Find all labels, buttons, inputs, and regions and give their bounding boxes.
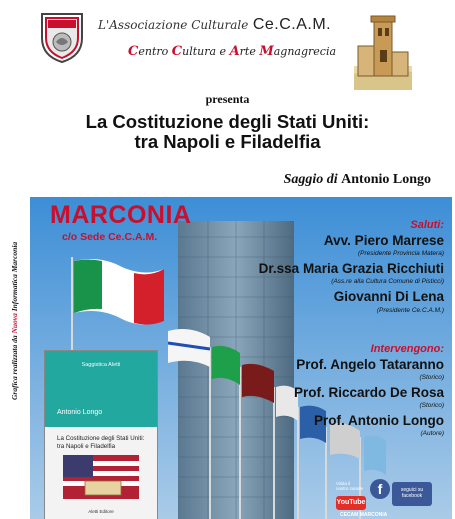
- subtitle-cap: C: [171, 44, 183, 59]
- speaker-name: Avv. Piero Marrese: [323, 233, 444, 248]
- speaker-role: (Presidente Ce.C.A.M.): [376, 307, 444, 314]
- speaker-name: Prof. Riccardo De Rosa: [293, 385, 444, 400]
- speaker-name: Prof. Angelo Tataranno: [296, 357, 444, 372]
- event-title-line-1: La Costituzione degli Stati Uniti:: [85, 111, 370, 132]
- essay-author: Antonio Longo: [341, 172, 431, 187]
- book-title-line-2: tra Napoli e Filadelfia: [57, 442, 116, 450]
- speaker-role: (Storico): [419, 374, 444, 381]
- association-name: [98, 16, 360, 34]
- credit-highlight: Nuova: [10, 313, 19, 334]
- graphics-credit-text: [10, 242, 19, 400]
- book-author: Antonio Longo: [57, 409, 103, 416]
- youtube-logo: YouTube: [336, 496, 366, 510]
- association-subtitle: [128, 44, 336, 59]
- book-title-line-1: La Costituzione degli Stati Uniti:: [57, 435, 145, 442]
- book-title: [57, 435, 153, 450]
- speaker-name: Prof. Antonio Longo: [314, 413, 444, 428]
- essay-author-line: [284, 172, 431, 188]
- youtube-invite: [336, 481, 363, 491]
- event-title: [0, 112, 455, 152]
- credit-before: Grafica realizzata da: [10, 333, 19, 400]
- event-venue: c/o Sede Ce.C.A.M.: [62, 231, 158, 243]
- speaker-role: (Storico): [419, 402, 444, 409]
- essay-prefix: Saggio di: [283, 172, 338, 187]
- speaker-name: Dr.ssa Maria Grazia Ricchiuti: [258, 261, 444, 276]
- book-series: Saggistica Aletti: [81, 362, 121, 368]
- subtitle-cap: A: [229, 44, 240, 59]
- greetings-heading: Saluti:: [410, 219, 444, 231]
- facebook-follow-line-1: seguici su: [400, 487, 424, 493]
- association-acronym: Ce.C.A.M.: [252, 16, 332, 33]
- event-poster: [30, 197, 452, 519]
- facebook-follow-line-2: facebook: [401, 493, 423, 499]
- event-title-line-2: tra Napoli e Filadelfia: [134, 131, 321, 152]
- cecam-seal-logo: [38, 8, 86, 64]
- book-flag-image: [63, 455, 139, 499]
- book-cover: [44, 350, 158, 519]
- subtitle-word: ultura e: [182, 45, 230, 58]
- facebook-follow: [392, 482, 432, 506]
- event-city: MARCONIA: [50, 201, 192, 229]
- subtitle-word: entro: [138, 45, 172, 58]
- book-publisher: Aletti Editore: [88, 509, 114, 514]
- facebook-icon: f: [370, 479, 390, 499]
- youtube-invite-line-2: nostro canale: [336, 486, 364, 491]
- speaker-role: (Autore): [420, 430, 444, 437]
- subtitle-word: agnagrecia: [273, 45, 337, 58]
- speakers-heading: Intervengono:: [370, 343, 444, 355]
- credit-after: Informatica Marconia: [10, 241, 19, 314]
- subtitle-cap: C: [128, 44, 139, 59]
- social-handle: CECAM MARCONIA: [340, 512, 388, 518]
- subtitle-word: rte: [239, 45, 260, 58]
- speaker-name: Giovanni Di Lena: [333, 289, 444, 304]
- speaker-role: (Presidente Provincia Matera): [358, 250, 444, 257]
- association-prefix: L'Associazione Culturale: [98, 18, 249, 32]
- tower-illustration: [354, 6, 412, 90]
- youtube-invite-line-1: Visita il: [336, 481, 351, 486]
- speaker-role: (Ass.re alla Cultura Comune di Pisticci): [331, 278, 444, 285]
- presents-label: presenta: [205, 92, 250, 106]
- subtitle-cap: M: [259, 44, 274, 59]
